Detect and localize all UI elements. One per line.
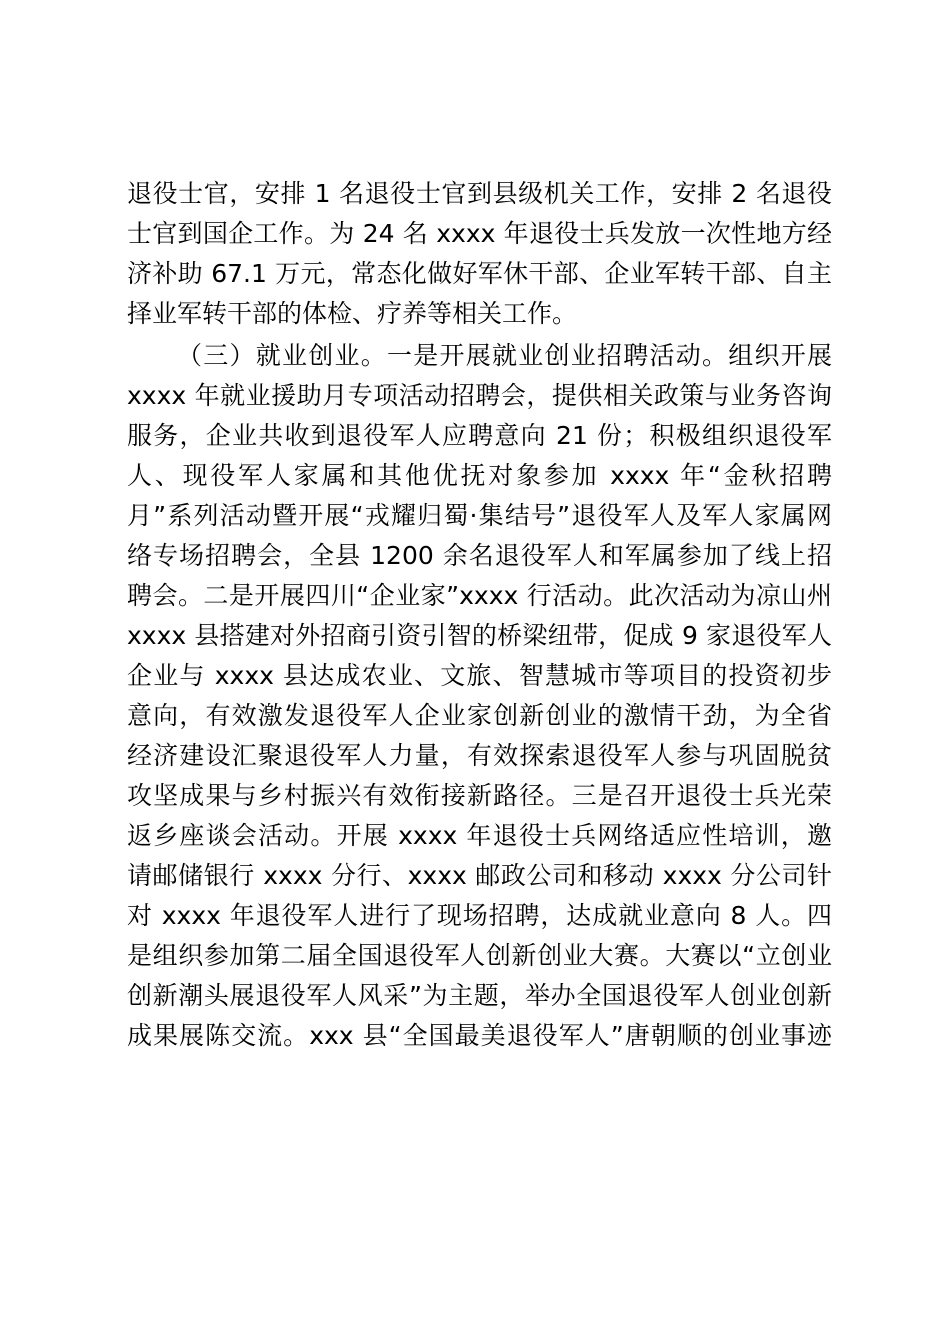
- text-line: 士官到国企工作。为 24 名 xxxx 年退役士兵发放一次性地方经: [127, 219, 832, 248]
- text-line: 经济建设汇聚退役军人力量，有效探索退役军人参与巩固脱贫: [127, 741, 832, 770]
- text-line: 络专场招聘会，全县 1200 余名退役军人和军属参加了线上招: [127, 541, 832, 570]
- text-line: xxxx 县搭建对外招商引资引智的桥梁纽带，促成 9 家退役军人: [127, 621, 832, 650]
- text-line: 服务，企业共收到退役军人应聘意向 21 份；积极组织退役军: [127, 421, 832, 450]
- paragraph-1: [127, 174, 832, 334]
- text-line: 济补助 67.1 万元，常态化做好军休干部、企业军转干部、自主: [127, 259, 832, 288]
- text-line: 对 xxxx 年退役军人进行了现场招聘，达成就业意向 8 人。四: [127, 901, 832, 930]
- text-line: 人、现役军人家属和其他优抚对象参加 xxxx 年“金秋招聘: [127, 461, 832, 490]
- text-line: 攻坚成果与乡村振兴有效衔接新路径。三是召开退役士兵光荣: [127, 781, 832, 810]
- text-line: 返乡座谈会活动。开展 xxxx 年退役士兵网络适应性培训，邀: [127, 821, 832, 850]
- text-line: 成果展陈交流。xxx 县“全国最美退役军人”唐朝顺的创业事迹: [127, 1021, 832, 1050]
- body-text: [127, 174, 832, 1056]
- text-line: 择业军转干部的体检、疗养等相关工作。: [127, 299, 578, 328]
- text-line: 创新潮头展退役军人风采”为主题，举办全国退役军人创业创新: [127, 981, 832, 1010]
- text-line: 是组织参加第二届全国退役军人创新创业大赛。大赛以“立创业: [127, 941, 832, 970]
- text-line: 请邮储银行 xxxx 分行、xxxx 邮政公司和移动 xxxx 分公司针: [127, 861, 832, 890]
- paragraph-2: [127, 336, 832, 1056]
- text-line: 月”系列活动暨开展“戎耀归蜀·集结号”退役军人及军人家属网: [127, 501, 832, 530]
- text-line: 企业与 xxxx 县达成农业、文旅、智慧城市等项目的投资初步: [127, 661, 832, 690]
- text-line: 退役士官，安排 1 名退役士官到县级机关工作，安排 2 名退役: [127, 179, 832, 208]
- text-line: xxxx 年就业援助月专项活动招聘会，提供相关政策与业务咨询: [127, 381, 832, 410]
- text-line: （三）就业创业。一是开展就业创业招聘活动。组织开展: [177, 341, 832, 370]
- text-line: 意向，有效激发退役军人企业家创新创业的激情干劲，为全省: [127, 701, 832, 730]
- text-line: 聘会。二是开展四川“企业家”xxxx 行活动。此次活动为凉山州: [127, 581, 832, 610]
